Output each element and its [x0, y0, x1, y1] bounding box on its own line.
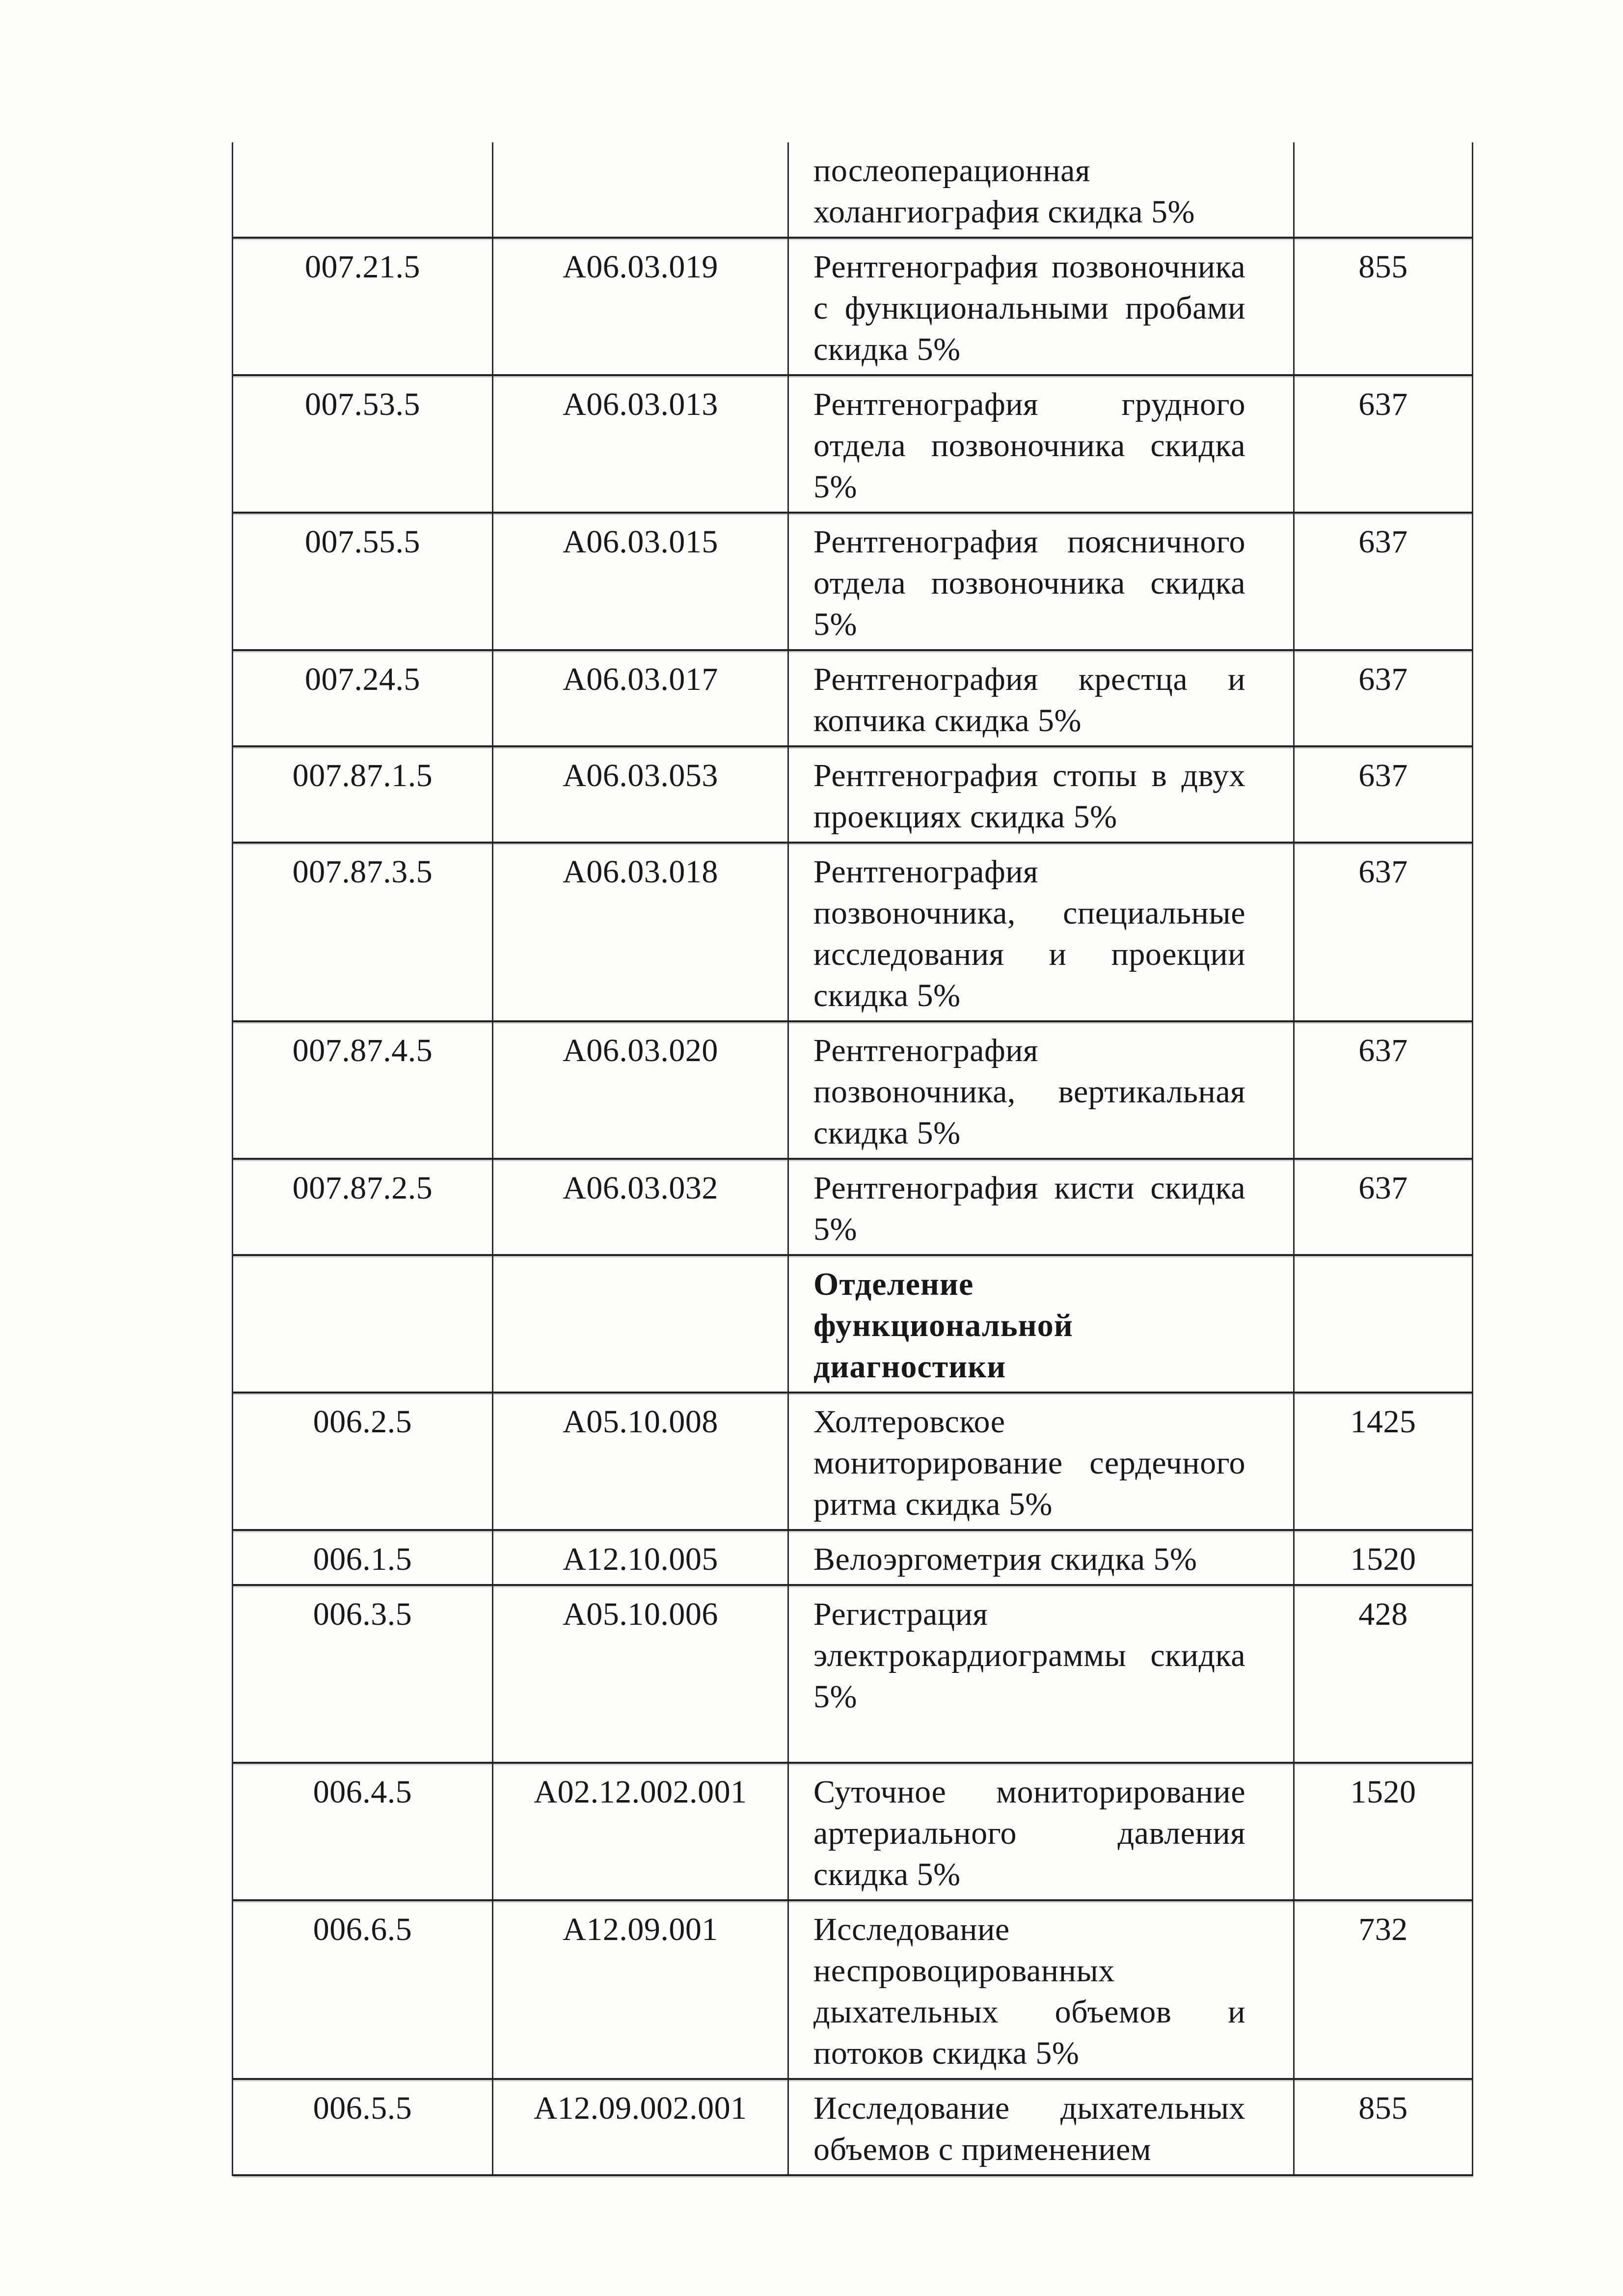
service-code-cell: A05.10.008: [493, 1394, 789, 1529]
section-title-line: диагностики: [813, 1349, 1006, 1385]
service-name-cell: Исследование дыхательных объемов с применением: [789, 2080, 1295, 2174]
service-name-cell: Рентгенография позвоночника, специальные исследования и проекции скидка 5%: [789, 844, 1295, 1020]
code-cell: 006.4.5: [233, 1764, 493, 1899]
table-row: [233, 1256, 1473, 1394]
service-code-cell: A06.03.019: [493, 239, 789, 374]
service-code-cell: A12.10.005: [493, 1531, 789, 1584]
price-cell: [1295, 1256, 1473, 1392]
service-code-cell: A06.03.017: [493, 651, 789, 745]
table-row: [233, 1901, 1473, 2080]
table-row: [233, 1394, 1473, 1531]
price-cell: 637: [1295, 376, 1473, 512]
code-cell: 006.2.5: [233, 1394, 493, 1529]
price-cell: 732: [1295, 1901, 1473, 2078]
service-name-cell: Рентгенография стопы в двух проекциях скидка 5%: [789, 747, 1295, 842]
table-row: [233, 376, 1473, 514]
table-row: [233, 651, 1473, 747]
service-name-cell: послеоперационная холангиография скидка 5%: [789, 142, 1295, 237]
service-name-cell: Рентгенография позвоночника с функциональными пробами скидка 5%: [789, 239, 1295, 374]
price-cell: 1520: [1295, 1764, 1473, 1899]
service-code-cell: A12.09.001: [493, 1901, 789, 2078]
table-row: [233, 844, 1473, 1022]
service-name-cell: Велоэргометрия скидка 5%: [789, 1531, 1295, 1584]
table-row: [233, 2080, 1473, 2176]
service-code-cell: A06.03.053: [493, 747, 789, 842]
table-row: [233, 1764, 1473, 1901]
code-cell: 007.87.1.5: [233, 747, 493, 842]
table-row: [233, 239, 1473, 376]
code-cell: 006.6.5: [233, 1901, 493, 2078]
table-row: [233, 747, 1473, 844]
price-cell: 637: [1295, 1160, 1473, 1254]
table-row: [233, 514, 1473, 651]
code-cell: [233, 142, 493, 237]
table-row: [233, 1586, 1473, 1764]
service-code-cell: A12.09.002.001: [493, 2080, 789, 2174]
price-cell: 637: [1295, 651, 1473, 745]
service-name-cell: Исследование неспровоцированных дыхательных объемов и потоков скидка 5%: [789, 1901, 1295, 2078]
table-row: [233, 1531, 1473, 1586]
service-name-cell: Холтеровское мониторирование сердечного ритма скидка 5%: [789, 1394, 1295, 1529]
price-cell: 637: [1295, 514, 1473, 649]
code-cell: 007.87.4.5: [233, 1022, 493, 1158]
code-cell: 007.87.3.5: [233, 844, 493, 1020]
price-cell: 1425: [1295, 1394, 1473, 1529]
price-cell: 637: [1295, 747, 1473, 842]
service-name-cell: Рентгенография крестца и копчика скидка 5%: [789, 651, 1295, 745]
code-cell: 007.21.5: [233, 239, 493, 374]
service-code-cell: A06.03.032: [493, 1160, 789, 1254]
code-cell: 007.87.2.5: [233, 1160, 493, 1254]
service-code-cell: [493, 142, 789, 237]
service-code-cell: A05.10.006: [493, 1586, 789, 1762]
price-cell: [1295, 142, 1473, 237]
service-name-cell: Рентгенография позвоночника, вертикальная скидка 5%: [789, 1022, 1295, 1158]
code-cell: 006.1.5: [233, 1531, 493, 1584]
service-code-cell: [493, 1256, 789, 1392]
code-cell: [233, 1256, 493, 1392]
table-row: [233, 142, 1473, 239]
section-title-line: функциональной: [813, 1308, 1073, 1343]
table-row: [233, 1160, 1473, 1256]
service-name-cell: Регистрация электрокардиограммы скидка 5%: [789, 1586, 1295, 1762]
service-name-cell: [789, 1256, 1295, 1392]
code-cell: 007.55.5: [233, 514, 493, 649]
price-cell: 637: [1295, 1022, 1473, 1158]
service-name-cell: Рентгенография грудного отдела позвоночника скидка 5%: [789, 376, 1295, 512]
price-cell: 1520: [1295, 1531, 1473, 1584]
section-title-line: Отделение: [813, 1266, 974, 1302]
price-cell: 855: [1295, 239, 1473, 374]
service-name-cell: Рентгенография кисти скидка 5%: [789, 1160, 1295, 1254]
table-row: [233, 1022, 1473, 1160]
code-cell: 006.5.5: [233, 2080, 493, 2174]
price-cell: 855: [1295, 2080, 1473, 2174]
service-code-cell: A06.03.020: [493, 1022, 789, 1158]
service-code-cell: A02.12.002.001: [493, 1764, 789, 1899]
service-name-cell: Суточное мониторирование артериального давления скидка 5%: [789, 1764, 1295, 1899]
price-table: [232, 142, 1473, 2176]
code-cell: 006.3.5: [233, 1586, 493, 1762]
service-code-cell: A06.03.015: [493, 514, 789, 649]
code-cell: 007.24.5: [233, 651, 493, 745]
price-cell: 637: [1295, 844, 1473, 1020]
price-cell: 428: [1295, 1586, 1473, 1762]
service-code-cell: A06.03.018: [493, 844, 789, 1020]
service-code-cell: A06.03.013: [493, 376, 789, 512]
service-name-cell: Рентгенография поясничного отдела позвоночника скидка 5%: [789, 514, 1295, 649]
code-cell: 007.53.5: [233, 376, 493, 512]
